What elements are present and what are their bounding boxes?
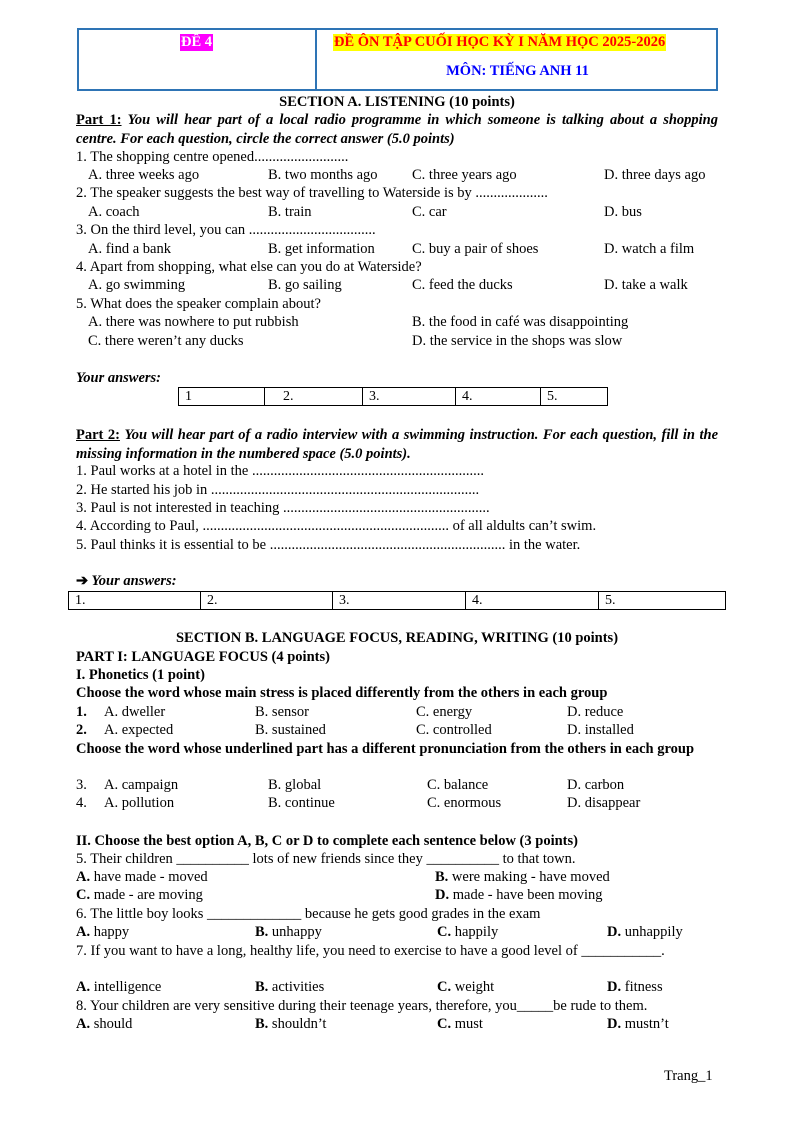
- p1-q1-a: A. three weeks ago: [88, 167, 200, 183]
- answer-cell[interactable]: 5.: [541, 388, 608, 406]
- answer-cell[interactable]: 2.: [265, 388, 363, 406]
- p2-q1: 1. Paul works at a hotel in the ................................................................: [76, 463, 484, 479]
- mc-q8-stem: 8. Your children are very sensitive during their teenage years, therefore, you_____be rude to them.: [76, 998, 648, 1014]
- p1-q4-c: C. feed the ducks: [412, 277, 513, 293]
- exam-subject: MÔN: TIẾNG ANH 11: [446, 63, 589, 79]
- stress-instruction: Choose the word whose main stress is placed differently from the others in each group: [76, 685, 608, 701]
- part1-label: Part 1:: [76, 112, 122, 128]
- page-number: Trang_1: [664, 1068, 713, 1084]
- p1-q4-a: A. go swimming: [88, 277, 186, 293]
- phonetics-title: I. Phonetics (1 point): [76, 667, 205, 683]
- ph-q4-a: A. pollution: [104, 795, 175, 811]
- ph-q2-a: A. expected: [104, 722, 174, 738]
- p1-q1-d: D. three days ago: [604, 167, 706, 183]
- header-divider: [315, 30, 317, 89]
- answer-cell[interactable]: 3.: [333, 592, 466, 610]
- exam-header: [77, 28, 718, 91]
- ph-q2-num: 2.: [76, 722, 87, 738]
- p1-q5: 5. What does the speaker complain about?: [76, 296, 321, 312]
- mc-q7-a: A. intelligence: [76, 979, 162, 995]
- answer-cell[interactable]: 1: [179, 388, 265, 406]
- pron-instruction: Choose the word whose underlined part has a different pronunciation from the others in each group: [76, 741, 695, 757]
- part1-instruction-text: You will hear part of a local radio programme in which someone is talking about a shopping centre. For each question, circle the correct answer (5.0 points): [76, 112, 719, 147]
- ph-q2-c: C. controlled: [416, 722, 492, 738]
- answer-cell[interactable]: 3.: [363, 388, 456, 406]
- exam-code: ĐỀ 4: [181, 34, 213, 50]
- ph-q1-c: C. energy: [416, 704, 473, 720]
- p1-q1-c: C. three years ago: [412, 167, 517, 183]
- part1-answer-table: [178, 387, 608, 406]
- p1-q4-d: D. take a walk: [604, 277, 688, 293]
- ph-q3-c: C. balance: [427, 777, 489, 793]
- p1-q1-b: B. two months ago: [268, 167, 378, 183]
- p1-q5-b: B. the food in café was disappointing: [412, 314, 629, 330]
- p1-q1: 1. The shopping centre opened..........................: [76, 149, 349, 165]
- mc-q5-d: D. made - have been moving: [435, 887, 603, 903]
- ph-q3-a: A. campaign: [104, 777, 179, 793]
- part2-label: Part 2:: [76, 427, 120, 443]
- ph-q1-num: 1.: [76, 704, 87, 720]
- p1-q2-b: B. train: [268, 204, 312, 220]
- answer-cell[interactable]: 5.: [599, 592, 726, 610]
- exam-title: ĐỀ ÔN TẬP CUỐI HỌC KỲ I NĂM HỌC 2025-2026: [334, 34, 666, 50]
- mc-q8-b: B. shouldn’t: [255, 1016, 327, 1032]
- p1-q4-b: B. go sailing: [268, 277, 342, 293]
- p1-q3-c: C. buy a pair of shoes: [412, 241, 539, 257]
- part2-answers-label-row: [76, 572, 177, 590]
- p2-q3: 3. Paul is not interested in teaching .........................................................: [76, 500, 490, 516]
- p2-q2: 2. He started his job in ..........................................................................: [76, 482, 480, 498]
- ph-q4-b: B. continue: [268, 795, 335, 811]
- answer-cell[interactable]: 4.: [456, 388, 541, 406]
- answer-cell[interactable]: 4.: [466, 592, 599, 610]
- p2-q5: 5. Paul thinks it is essential to be ................................................................. in the water.: [76, 537, 581, 553]
- part2-answer-table: [68, 591, 726, 610]
- answer-cell[interactable]: 2.: [201, 592, 333, 610]
- mc-q5-b: B. were making - have moved: [435, 869, 610, 885]
- arrow-right-icon: ➔: [76, 573, 89, 589]
- p1-q5-d: D. the service in the shops was slow: [412, 333, 623, 349]
- mc-q8-d: D. mustn’t: [607, 1016, 669, 1032]
- ph-q1-d: D. reduce: [567, 704, 624, 720]
- p1-q5-a: A. there was nowhere to put rubbish: [88, 314, 299, 330]
- p1-q2-a: A. coach: [88, 204, 140, 220]
- mc-q7-c: C. weight: [437, 979, 495, 995]
- p1-q3: 3. On the third level, you can ...................................: [76, 222, 376, 238]
- p1-q2: 2. The speaker suggests the best way of travelling to Waterside is by ....................: [76, 185, 548, 201]
- ph-q3-d: D. carbon: [567, 777, 625, 793]
- section-b-title: SECTION B. LANGUAGE FOCUS, READING, WRITING (10 points): [175, 630, 619, 646]
- ph-q3-b: B. global: [268, 777, 322, 793]
- mc-q7-d: D. fitness: [607, 979, 663, 995]
- section-a-title: SECTION A. LISTENING (10 points): [279, 94, 515, 110]
- p2-q4: 4. According to Paul, .................................................................... of all aldults can’t swim.: [76, 518, 597, 534]
- p1-q3-b: B. get information: [268, 241, 375, 257]
- p1-q3-a: A. find a bank: [88, 241, 171, 257]
- mc-q8-a: A. should: [76, 1016, 133, 1032]
- ph-q4-d: D. disappear: [567, 795, 641, 811]
- mc-q6-stem: 6. The little boy looks _____________ because he gets good grades in the exam: [76, 906, 541, 922]
- ph-q3-num: 3.: [76, 777, 87, 793]
- mc-q6-d: D. unhappily: [607, 924, 683, 940]
- part1-instruction: [76, 111, 718, 148]
- ph-q1-a: A. dweller: [104, 704, 166, 720]
- mc-q6-a: A. happy: [76, 924, 130, 940]
- p1-q2-c: C. car: [412, 204, 447, 220]
- mc-q5-a: A. have made - moved: [76, 869, 208, 885]
- part2-answers-label: Your answers:: [91, 573, 177, 589]
- answer-cell[interactable]: 1.: [69, 592, 201, 610]
- p1-q2-d: D. bus: [604, 204, 642, 220]
- mc-q5-stem: 5. Their children __________ lots of new friends since they __________ to that town.: [76, 851, 576, 867]
- mc-q6-c: C. happily: [437, 924, 499, 940]
- p1-q4: 4. Apart from shopping, what else can you do at Waterside?: [76, 259, 422, 275]
- p1-q5-c: C. there weren’t any ducks: [88, 333, 244, 349]
- mc-q6-b: B. unhappy: [255, 924, 322, 940]
- mc-q7-b: B. activities: [255, 979, 325, 995]
- part2-grammar-title: II. Choose the best option A, B, C or D to complete each sentence below (3 points): [76, 833, 578, 849]
- ph-q4-c: C. enormous: [427, 795, 502, 811]
- part2-instruction-text: You will hear part of a radio interview with a swimming instruction. For each question, fill in the missing information in the numbered space (5.0 points).: [76, 427, 719, 462]
- mc-q5-c: C. made - are moving: [76, 887, 203, 903]
- part1-lf-title: PART I: LANGUAGE FOCUS (4 points): [76, 649, 330, 665]
- ph-q4-num: 4.: [76, 795, 87, 811]
- mc-q8-c: C. must: [437, 1016, 483, 1032]
- ph-q2-b: B. sustained: [255, 722, 326, 738]
- part2-instruction: [76, 426, 718, 463]
- part1-answers-label: Your answers:: [76, 370, 162, 386]
- ph-q1-b: B. sensor: [255, 704, 309, 720]
- mc-q7-stem: 7. If you want to have a long, healthy life, you need to exercise to have a good level of ___________.: [76, 943, 665, 959]
- ph-q2-d: D. installed: [567, 722, 634, 738]
- p1-q3-d: D. watch a film: [604, 241, 695, 257]
